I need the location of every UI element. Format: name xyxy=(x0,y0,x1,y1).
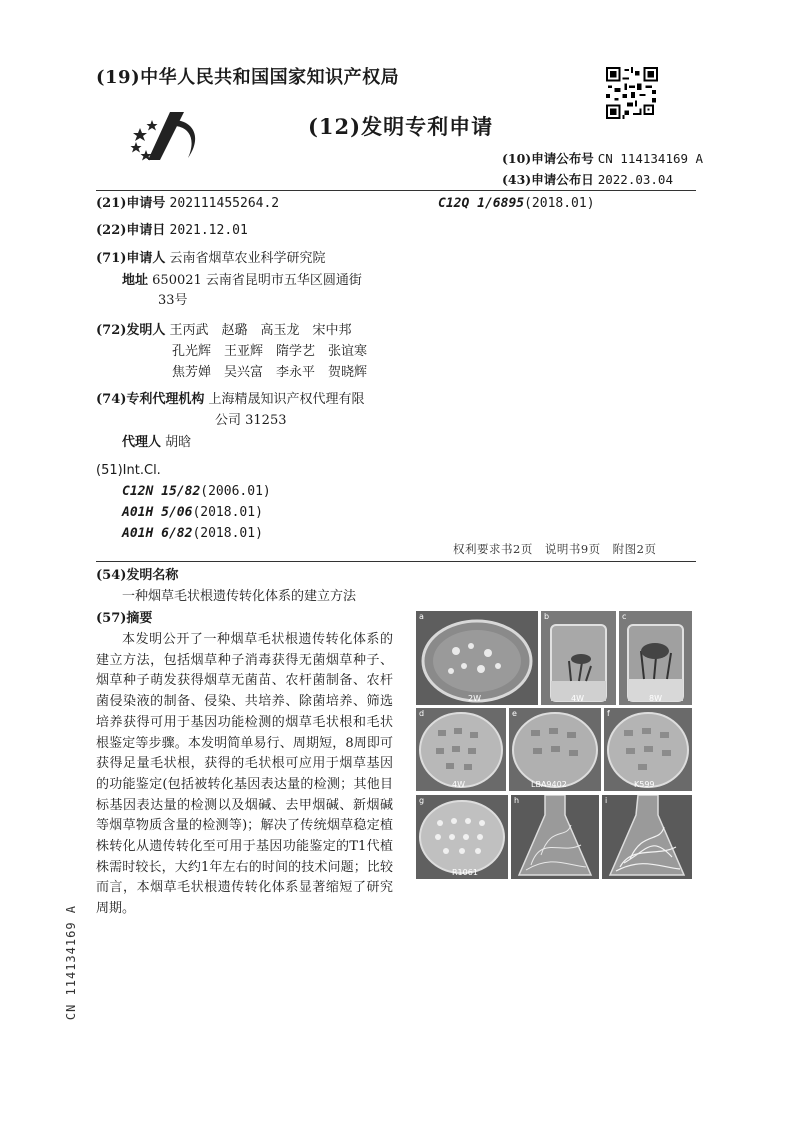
panel-label: 4W xyxy=(571,694,584,703)
inventors-label: (72)发明人 xyxy=(96,323,166,338)
panel-letter: h xyxy=(514,796,520,805)
petri-dish-image xyxy=(416,708,506,791)
address-line-2: 33号 xyxy=(158,293,188,308)
petri-dish-image xyxy=(604,708,692,791)
publication-date-line xyxy=(502,170,673,188)
office-name: (19)中华人民共和国国家知识产权局 xyxy=(96,67,400,88)
inventors-field xyxy=(96,321,352,340)
inventors-line-3: 焦芳婵 吴兴富 李永平 贺晓辉 xyxy=(172,365,368,380)
publication-date-label: (43)申请公布日 xyxy=(502,172,594,187)
cpc-version: (2018.01) xyxy=(524,196,595,211)
petri-dish-image xyxy=(416,795,508,879)
applicant-label: (71)申请人 xyxy=(96,251,166,266)
panel-label: 2W xyxy=(468,694,481,703)
intcl-version: (2018.01) xyxy=(192,526,263,541)
biblio-divider xyxy=(96,561,696,562)
figure-panel xyxy=(602,795,692,879)
intcl-entry xyxy=(122,503,263,522)
agent-field xyxy=(122,433,191,452)
figure-panel xyxy=(416,795,508,879)
title-label xyxy=(96,566,178,585)
panel-label: K599 xyxy=(634,780,655,789)
panel-letter: e xyxy=(512,709,517,718)
abstract-text: 本发明公开了一种烟草毛状根遗传转化体系的建立方法，包括烟草种子消毒获得无菌烟草种子、烟草种子萌发获得烟草无菌苗、农杆菌制备、农杆菌侵染液的制备、侵染、共培养、除菌培养、筛选培养获得可用于基因功能检测的烟草毛状根和毛状根鉴定等步骤。本发明简单易行、周期短，8周即可获得足量毛状根，获得的毛状根可应用于烟草基因的功能鉴定(包括被转化基因表达量的检测；其他目标基因表达量的检测以及烟碱、去甲烟碱、新烟碱等烟草物质含量的检测等)；解决了传统烟草稳定植株转化从遗传转化至可用于基因功能鉴定的T1代植株需时较长，大约1年左右的时间的技术问题；比较而言，本烟草毛状根遗传转化体系显著缩短了研究周期。 xyxy=(96,632,393,917)
panel-letter: a xyxy=(419,612,424,621)
intcl-entry xyxy=(122,482,271,501)
agency-line-2: 公司 31253 xyxy=(215,413,287,428)
applicant-field xyxy=(96,249,326,268)
publication-number-label: (10)申请公布号 xyxy=(502,151,594,166)
agency-line-1: 上海精晟知识产权代理有限 xyxy=(208,392,365,407)
abstract-figure xyxy=(416,611,692,879)
cnipa-emblem-icon xyxy=(130,108,206,164)
agency-field xyxy=(96,390,365,409)
panel-letter: g xyxy=(419,796,425,805)
document-type: (12)发明专利申请 xyxy=(308,114,494,139)
agency-label: (74)专利代理机构 xyxy=(96,392,205,407)
inventors-line-2: 孔光辉 王亚辉 隋学艺 张谊寒 xyxy=(172,344,368,359)
panel-label: 8W xyxy=(649,694,662,703)
flask-image xyxy=(602,795,692,879)
intcl-entry xyxy=(122,524,263,543)
application-number-label: (21)申请号 xyxy=(96,196,166,211)
intcl-label: (51)Int.Cl. xyxy=(96,463,161,478)
panel-label: R1061 xyxy=(452,868,478,877)
address-field xyxy=(122,271,362,290)
flask-image xyxy=(511,795,599,879)
petri-dish-image xyxy=(416,611,538,705)
intcl-code: A01H 5/06 xyxy=(122,505,193,520)
panel-label: 4W xyxy=(452,780,465,789)
panel-letter: b xyxy=(544,612,550,621)
invention-title: 一种烟草毛状根遗传转化体系的建立方法 xyxy=(122,589,357,604)
figure-panel xyxy=(619,611,692,705)
abstract-label-text: (57)摘要 xyxy=(96,611,153,626)
intcl-version: (2006.01) xyxy=(200,484,271,499)
agent-name: 胡晗 xyxy=(165,435,192,450)
inventors-line-1: 王丙武 赵璐 高玉龙 宋中邦 xyxy=(169,323,352,338)
panel-label: LBA9402 xyxy=(531,780,567,789)
figure-panel xyxy=(416,708,506,791)
page-count-summary: 权利要求书2页 说明书9页 附图2页 xyxy=(453,542,657,556)
abstract-label xyxy=(96,609,152,628)
figure-panel xyxy=(511,795,599,879)
application-date-field xyxy=(96,221,248,240)
title-label-text: (54)发明名称 xyxy=(96,568,179,583)
intcl-code: C12N 15/82 xyxy=(122,484,201,499)
panel-letter: c xyxy=(622,612,627,621)
intcl-version: (2018.01) xyxy=(192,505,263,520)
application-date: 2021.12.01 xyxy=(169,223,248,238)
cpc-classification xyxy=(438,194,595,213)
panel-letter: i xyxy=(605,796,608,805)
figure-panel xyxy=(509,708,601,791)
application-number: 202111455264.2 xyxy=(169,196,280,211)
petri-dish-image xyxy=(509,708,601,791)
cpc-code: C12Q 1/6895 xyxy=(438,196,525,211)
address-label: 地址 xyxy=(122,273,149,288)
culture-jar-image xyxy=(619,611,692,705)
applicant-name: 云南省烟草农业科学研究院 xyxy=(169,251,326,266)
figure-panel xyxy=(416,611,538,705)
figure-panel xyxy=(541,611,616,705)
figure-panel xyxy=(604,708,692,791)
panel-letter: f xyxy=(607,709,610,718)
culture-jar-image xyxy=(541,611,616,705)
application-number-field xyxy=(96,194,279,213)
application-date-label: (22)申请日 xyxy=(96,223,166,238)
intcl-code: A01H 6/82 xyxy=(122,526,193,541)
publication-number-line xyxy=(502,149,703,167)
panel-letter: d xyxy=(419,709,425,718)
agent-label: 代理人 xyxy=(122,435,162,450)
header-divider xyxy=(96,190,696,191)
publication-number: CN 114134169 A xyxy=(597,151,704,166)
publication-date: 2022.03.04 xyxy=(597,172,673,187)
side-publication-number: CN 114134169 A xyxy=(64,905,78,1021)
address-line-1: 650021 云南省昆明市五华区圆通街 xyxy=(152,273,362,288)
qr-code-icon xyxy=(606,67,658,119)
